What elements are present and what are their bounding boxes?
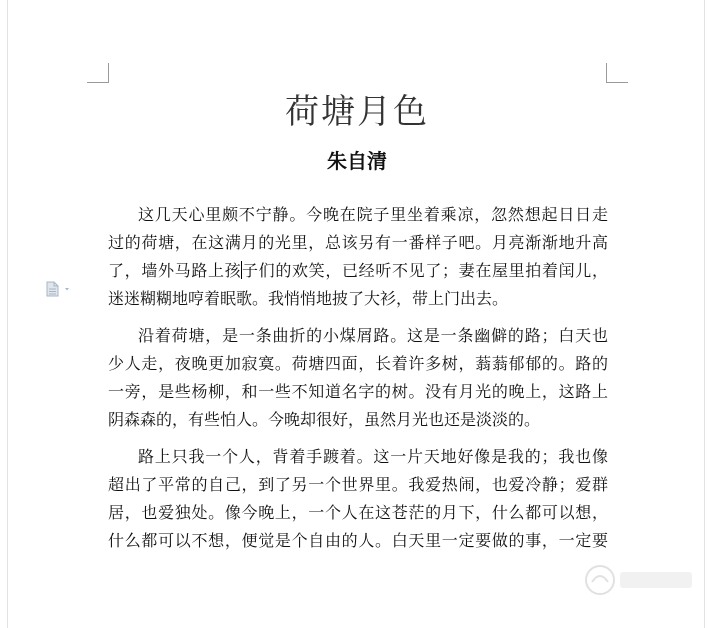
- text-line[interactable]: 路上只我一个人，背着手踱着。这一片天地好像是我的；我也像: [138, 447, 608, 466]
- text-line[interactable]: 一旁，是些杨柳，和一些不知道名字的树。没有月光的晚上，这路上: [108, 382, 608, 401]
- text-line[interactable]: 这几天心里颇不宁静。今晚在院子里坐着乘凉，忽然想起日日走: [138, 205, 608, 224]
- document-title[interactable]: 荷塘月色: [285, 92, 429, 132]
- text-line[interactable]: 居，也爱独处。像今晚上，一个人在这苍茫的月下，什么都可以想，: [108, 503, 608, 522]
- text-line[interactable]: 过的荷塘，在这满月的光里，总该另有一番样子吧。月亮渐渐地升高: [108, 233, 608, 252]
- text-line[interactable]: 沿着荷塘，是一条曲折的小煤屑路。这是一条幽僻的路；白天也: [138, 326, 608, 345]
- paragraph-3[interactable]: [108, 443, 608, 555]
- text-line[interactable]: 阴森森的，有些怕人。今晚却很好，虽然月光也还是淡淡的。: [108, 410, 541, 429]
- text-fragment: 了，墙外马路上孩: [108, 261, 242, 280]
- paragraph-1[interactable]: [108, 201, 608, 313]
- page-left-edge: [7, 0, 8, 628]
- text-line-with-caret[interactable]: [108, 257, 608, 285]
- text-fragment: 子们的欢笑，已经听不见了；妻在屋里拍着闰儿，: [241, 261, 608, 280]
- chevron-down-icon: [65, 288, 69, 291]
- crop-mark-top-right: [606, 63, 628, 83]
- text-line[interactable]: 超出了平常的自己，到了另一个世界里。我爱热闹，也爱冷静；爱群: [108, 475, 608, 494]
- document-body[interactable]: [108, 201, 608, 564]
- paragraph-marker-button[interactable]: [46, 281, 72, 297]
- text-line[interactable]: 少人走，夜晚更加寂寞。荷塘四面，长着许多树，蓊蓊郁郁的。路的: [108, 354, 608, 373]
- document-icon: [46, 281, 72, 297]
- paragraph-2[interactable]: [108, 322, 608, 434]
- page-right-edge: [704, 0, 705, 628]
- crop-mark-top-left: [87, 63, 109, 83]
- watermark-logo: [582, 560, 702, 600]
- document-author[interactable]: 朱自清: [327, 149, 387, 173]
- text-line[interactable]: 迷迷糊糊地哼着眠歌。我悄悄地披了大衫，带上门出去。: [108, 289, 509, 308]
- text-line[interactable]: 什么都可以不想，便觉是个自由的人。白天里一定要做的事，一定要: [108, 531, 608, 550]
